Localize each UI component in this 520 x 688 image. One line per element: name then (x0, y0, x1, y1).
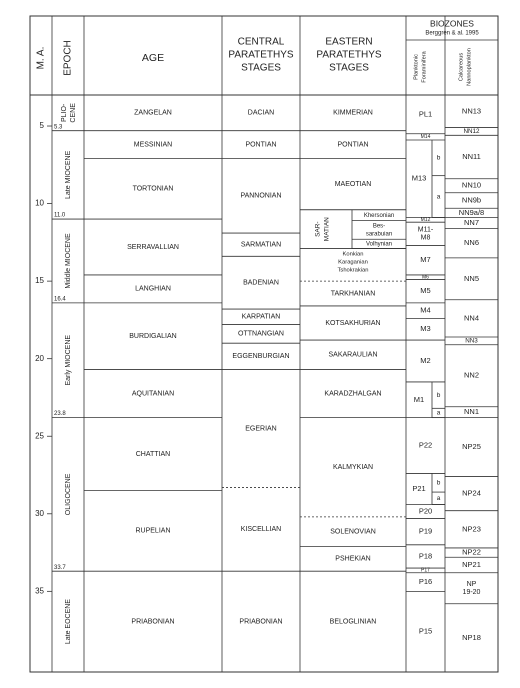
foram-zone-label: M1 (413, 394, 425, 404)
eastern-stage-label: KARADZHALGAN (324, 390, 382, 398)
nanno-zone-label: NN10 (461, 180, 482, 190)
nanno-zone-label: NP21 (462, 559, 481, 569)
foram-zone-label: P19 (418, 526, 433, 536)
sarmatian-substage-label: Khersonian (363, 212, 395, 219)
central-stage-label: OTTNANGIAN (238, 330, 284, 338)
ma-tick-label: 10 (35, 198, 44, 208)
foram-subzone-label: b (436, 391, 441, 399)
ma-tick-label: 20 (35, 353, 44, 363)
eastern-header-line: PARATETHYS (316, 49, 382, 61)
ma-tick-label: 25 (35, 431, 44, 441)
nanno-header-line: Nannoplankton (466, 48, 473, 86)
central-header-line: CENTRAL (237, 36, 285, 48)
age-label: PRIABONIAN (131, 618, 175, 626)
ma-tick-label: 15 (35, 276, 44, 286)
eastern-small-stage-label: Tshokrakian (337, 267, 369, 274)
foram-zone-label: M13 (411, 173, 427, 183)
eastern-stage-label: KALMYKIAN (332, 464, 374, 472)
foram-zone-label: M12 (420, 217, 431, 224)
central-stage-label: KARPATIAN (241, 313, 281, 321)
eastern-small-stage-label: Konkian (342, 251, 364, 258)
nanno-zone-label: NN6 (463, 238, 480, 248)
nanno-zone-label: NN5 (463, 273, 480, 283)
nanno-zone-label: NN13 (461, 106, 482, 116)
foram-subzone-label: b (436, 154, 441, 162)
eastern-stage-label: SOLENOVIAN (330, 528, 376, 536)
foram-zone-label: P18 (418, 551, 433, 561)
boundary-age-label: 23.8 (54, 411, 66, 418)
central-header-line: STAGES (241, 62, 281, 74)
biozones-header: BIOZONES (430, 18, 474, 29)
foram-zone-label: M5 (420, 286, 431, 296)
chart-body (35, 103, 498, 672)
nanno-zone-label: NN2 (463, 370, 480, 380)
foram-subzone-label: a (436, 494, 441, 502)
sarmatian-label: MATIAN (323, 217, 331, 242)
nanno-zone-label: NN12 (463, 128, 480, 136)
central-stage-label: PRIABONIAN (239, 618, 283, 626)
eastern-header-line: STAGES (329, 62, 369, 74)
foram-zone-label: PL1 (418, 109, 433, 119)
age-label: BURDIGALIAN (129, 333, 177, 341)
boundary-age-label: 16.4 (54, 296, 66, 303)
boundary-age-label: 33.7 (54, 564, 66, 571)
nanno-zone-label: NP18 (462, 632, 481, 642)
nanno-zone-label: NP (466, 581, 477, 589)
sarmatian-label: SAR- (314, 221, 322, 237)
foram-subzone-label: a (436, 409, 441, 417)
age-label: CHATTIAN (135, 450, 171, 458)
nanno-zone-label: NN1 (463, 407, 480, 417)
central-stage-label: DACIAN (247, 109, 275, 117)
epoch-label: CENE (69, 103, 77, 123)
foram-zone-label: M2 (420, 355, 431, 365)
nanno-zone-label: NP23 (462, 524, 481, 534)
biozones-reference: Berggren & al. 1995 (425, 30, 479, 37)
epoch-label: Late EOCENE (64, 599, 72, 645)
central-stage-label: EGERIAN (245, 425, 277, 433)
foram-header-line: Planktonic (413, 54, 420, 80)
nanno-zone-label: 19-20 (462, 589, 481, 597)
eastern-header-line: EASTERN (325, 36, 373, 48)
central-stage-label: KISCELLIAN (240, 526, 282, 534)
eastern-stage-label: TARKHANIAN (330, 290, 376, 298)
epoch-label: PLIO- (60, 103, 68, 122)
foram-zone-label: P20 (418, 506, 433, 516)
central-stage-label: PONTIAN (245, 141, 277, 149)
boundary-age-label: 11.0 (54, 212, 66, 219)
foram-zone-label: M6 (422, 274, 429, 281)
epoch-label: Early MIOCENE (64, 334, 72, 386)
epoch-label: Late MIOCENE (64, 150, 72, 200)
ma-header: M. A. (35, 46, 47, 70)
age-label: TORTONIAN (132, 185, 174, 193)
eastern-stage-label: MAEOTIAN (334, 181, 372, 189)
foram-zone-label: M11- (417, 226, 434, 234)
ma-tick-label: 5 (39, 121, 44, 131)
central-stage-label: SARMATIAN (240, 241, 282, 249)
foram-zone-label: P22 (418, 440, 433, 450)
eastern-stage-label: SAKARAULIAN (328, 351, 378, 359)
central-header-line: PARATETHYS (228, 49, 294, 61)
eastern-stage-label: KIMMERIAN (333, 109, 373, 117)
eastern-small-stage-label: Karaganian (338, 259, 368, 266)
nanno-zone-label: NN4 (463, 313, 480, 323)
central-stage-label: BADENIAN (243, 279, 279, 287)
age-label: LANGHIAN (135, 285, 171, 293)
age-label: MESSINIAN (133, 141, 173, 149)
foram-zone-label: M4 (420, 305, 431, 315)
foram-zone-label: M7 (420, 255, 431, 265)
foram-subzone-label: b (436, 479, 441, 487)
foram-zone-label: P21 (412, 483, 426, 493)
eastern-stage-label: KOTSAKHURIAN (325, 319, 381, 327)
foram-zone-label: M8 (420, 234, 431, 242)
column-headers (36, 18, 480, 86)
nanno-zone-label: NN3 (465, 337, 478, 345)
central-stage-label: EGGENBURGIAN (232, 353, 290, 361)
sarmatian-substage-label: Volhynian (365, 241, 393, 248)
age-label: RUPELIAN (135, 527, 171, 535)
age-header: AGE (141, 51, 165, 64)
foram-zone-label: P17 (421, 567, 430, 574)
foram-zone-label: M14 (420, 134, 431, 141)
age-label: AQUITANIAN (131, 390, 175, 398)
nanno-zone-label: NP24 (462, 488, 481, 498)
epoch-label: Middle MIOCENE (64, 233, 72, 289)
ma-tick-label: 30 (35, 508, 44, 518)
boundary-age-label: 5.3 (54, 124, 63, 131)
foram-header-line: Foraminifera (421, 51, 428, 83)
ma-tick-label: 35 (35, 586, 44, 596)
foram-zone-label: P16 (418, 577, 433, 587)
sarmatian-substage-label: sarabuian (365, 231, 393, 238)
foram-zone-label: M3 (420, 324, 431, 334)
age-label: ZANGELAN (134, 109, 172, 117)
eastern-stage-label: PSHEKIAN (335, 555, 371, 563)
epoch-header: EPOCH (62, 40, 74, 76)
central-stage-label: PANNONIAN (240, 192, 282, 200)
eastern-stage-label: BELOGLINIAN (329, 618, 377, 626)
foram-subzone-label: a (436, 193, 441, 201)
foram-zone-label: P15 (418, 626, 433, 636)
nanno-header-line: Calcareous (458, 52, 465, 82)
nanno-zone-label: NN7 (463, 217, 480, 227)
epoch-label: OLIGOCENE (64, 473, 72, 516)
nanno-zone-label: NP25 (462, 442, 481, 452)
nanno-zone-label: NN9b (461, 195, 482, 205)
nanno-zone-label: NN9a/8 (458, 207, 485, 217)
nanno-zone-label: NP22 (462, 547, 481, 557)
nanno-zone-label: NN11 (462, 152, 481, 162)
sarmatian-substage-label: Bes- (372, 223, 386, 230)
eastern-stage-label: PONTIAN (337, 141, 369, 149)
age-label: SERRAVALLIAN (127, 243, 179, 251)
